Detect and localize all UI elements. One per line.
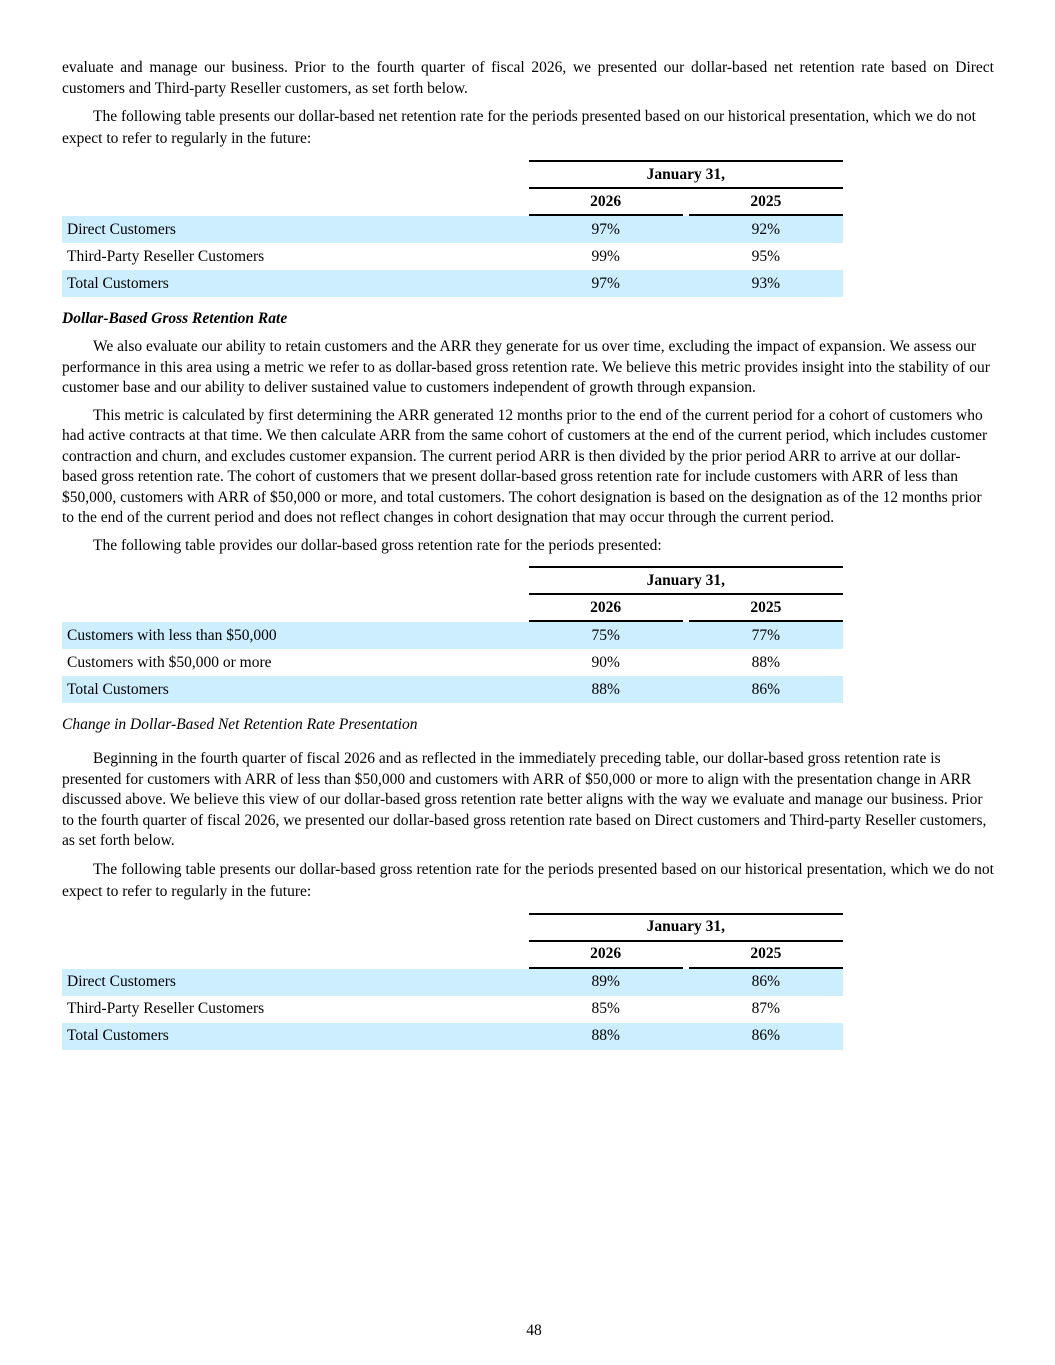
- year-header: 2026: [529, 595, 683, 622]
- paragraph-gross-retention-calculation: This metric is calculated by first determining the ARR generated 12 months prior to the end of the current period for a cohort of customers who had active contracts at that time. We then calculate ARR from the same cohort of customers at the end of the current period, which includes customer contraction and churn, and excludes customer expansion. The current period ARR is then divided by the prior period ARR to arrive at our dollar-based gross retention rate. The cohort of customers that we present dollar-based gross retention rate for include customers with ARR of less than $50,000, customers with ARR of $50,000 or more, and total customers. The cohort designation is based on the designation as of the 12 months prior to the end of the current period and does not reflect changes in cohort designation that may occur through the current period.: [62, 406, 988, 526]
- row-label: Customers with less than $50,000: [62, 622, 529, 649]
- row-label: Total Customers: [62, 270, 529, 297]
- cell-value: 88%: [751, 653, 781, 671]
- gross-retention-historical-table: [62, 913, 843, 1050]
- cell-value: 85%: [591, 1000, 620, 1017]
- table-row: [62, 1023, 843, 1050]
- section-heading-gross-retention: Dollar-Based Gross Retention Rate: [62, 310, 288, 327]
- gross-retention-table: [62, 566, 843, 703]
- year-header: 2025: [689, 189, 843, 216]
- cell-value: 75%: [529, 622, 683, 649]
- table-row: [62, 676, 843, 703]
- row-label: Customers with $50,000 or more: [67, 653, 272, 671]
- table-row: [62, 969, 843, 996]
- cell-value: 86%: [689, 1023, 843, 1050]
- row-label: Total Customers: [62, 676, 529, 703]
- year-header: 2025: [689, 942, 843, 969]
- paragraph-net-retention-table-intro: The following table presents our dollar-based net retention rate for the periods presented based on our historical presentation, which we do not expect to refer to regularly in the future:: [62, 108, 976, 147]
- row-label: Total Customers: [62, 1023, 529, 1050]
- cell-value: 90%: [591, 653, 620, 671]
- paragraph-gross-retention-overview: We also evaluate our ability to retain customers and the ARR they generate for us over time, excluding the impact of expansion. We assess our performance in this area using a metric we refer to as dollar-based gross retention rate. We believe this metric provides insight into the stability of our customer base and our ability to deliver sustained value to customers independent of growth through expansion.: [62, 338, 990, 396]
- row-label: Direct Customers: [62, 216, 529, 243]
- paragraph-gross-retention-table-intro: The following table provides our dollar-based gross retention rate for the periods presented:: [93, 536, 662, 554]
- cell-value: 99%: [591, 247, 620, 265]
- cell-value: 89%: [529, 969, 683, 996]
- table-row: [62, 270, 843, 297]
- cell-value: 93%: [689, 270, 843, 297]
- paragraph-presentation-change: Beginning in the fourth quarter of fiscal 2026 and as reflected in the immediately preceding table, our dollar-based gross retention rate is presented for customers with ARR of less than $50,000 and customers with ARR of $50,000 or more to align with the presentation change in ARR discussed above. We believe this view of our dollar-based gross retention rate better aligns with the way we evaluate and manage our business. Prior to the fourth quarter of fiscal 2026, we presented our dollar-based gross retention rate based on Direct customers and Third-party Reseller customers, as set forth below.: [62, 750, 987, 849]
- cell-value: 77%: [689, 622, 843, 649]
- period-header: January 31,: [529, 913, 843, 942]
- cell-value: 86%: [689, 969, 843, 996]
- page-number: 48: [526, 1322, 542, 1339]
- period-header: January 31,: [529, 566, 843, 595]
- row-label: Third-Party Reseller Customers: [67, 247, 265, 265]
- document-page: [62, 58, 994, 1062]
- year-header: 2025: [689, 595, 843, 622]
- row-label: Direct Customers: [62, 969, 529, 996]
- table-row: [62, 622, 843, 649]
- period-header: January 31,: [529, 160, 843, 189]
- year-header: 2026: [529, 189, 683, 216]
- table-row: [62, 996, 843, 1023]
- paragraph-continuation: evaluate and manage our business. Prior to the fourth quarter of fiscal 2026, we presented our dollar-based net retention rate based on Direct customers and Third-party Reseller customers, as set forth below.: [62, 59, 994, 97]
- year-header: 2026: [529, 942, 683, 969]
- cell-value: 97%: [529, 216, 683, 243]
- section-heading-change-presentation: Change in Dollar-Based Net Retention Rate Presentation: [62, 716, 418, 733]
- cell-value: 87%: [751, 1000, 781, 1017]
- table-row: [62, 216, 843, 243]
- cell-value: 88%: [529, 676, 683, 703]
- row-label: Third-Party Reseller Customers: [67, 1000, 265, 1017]
- net-retention-historical-table: [62, 160, 843, 297]
- cell-value: 92%: [689, 216, 843, 243]
- paragraph-gross-retention-historical-intro: The following table presents our dollar-based gross retention rate for the periods presented based on our historical presentation, which we do not expect to refer to regularly in the future:: [62, 860, 994, 900]
- cell-value: 88%: [529, 1023, 683, 1050]
- cell-value: 95%: [751, 247, 781, 265]
- table-row: [62, 649, 843, 676]
- table-row: [62, 243, 843, 270]
- cell-value: 86%: [689, 676, 843, 703]
- cell-value: 97%: [529, 270, 683, 297]
